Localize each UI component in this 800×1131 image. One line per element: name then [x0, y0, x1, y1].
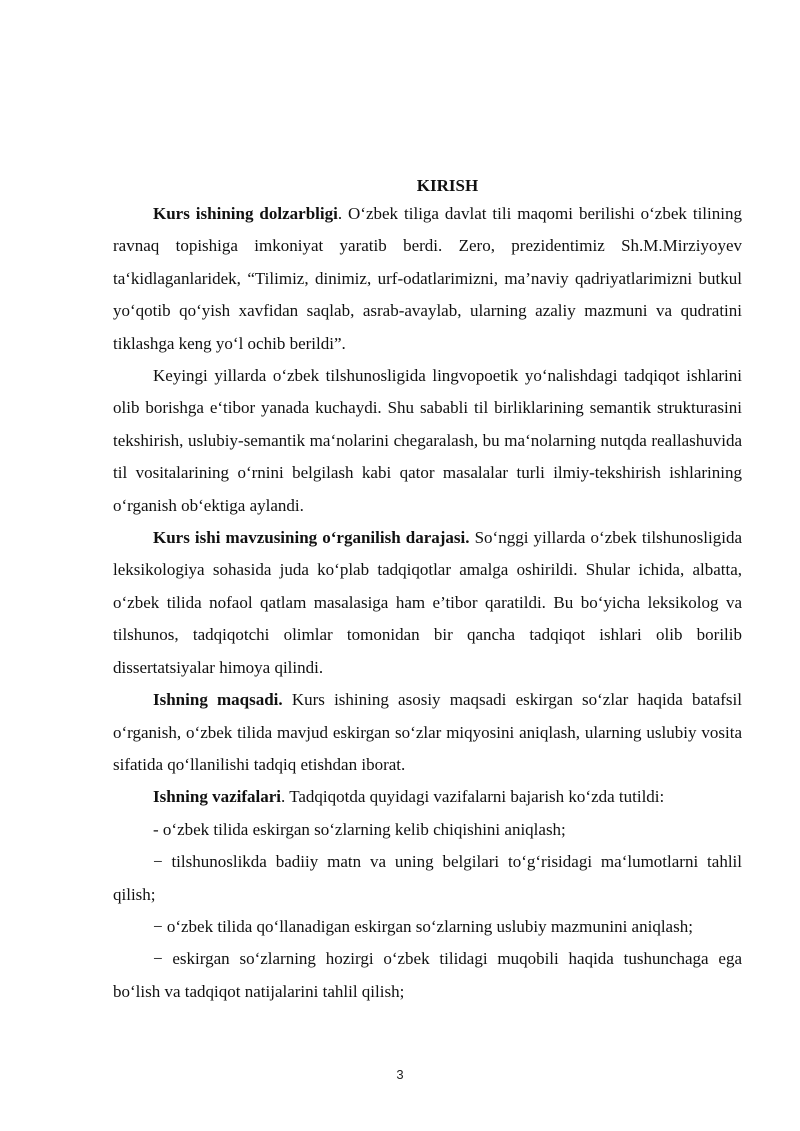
- paragraph-goal: [113, 684, 742, 781]
- paragraph-text: Kurs ishining asosiy maqsadi eskirgan so‘zlar haqida batafsil o‘rganish, o‘zbek tilida mavjud eskirgan so‘zlar miqyosini aniqlash, ularning uslubiy vosita sifatida qo‘llanilishi tadqiq etishdan iborat.: [113, 690, 742, 774]
- paragraph-study-level: [113, 522, 742, 684]
- paragraph-text: . O‘zbek tiliga davlat tili maqomi berilishi o‘zbek tilining ravnaq topishiga imkoniyat yaratib berdi. Zero, prezidentimiz Sh.M.Mirziyoyev ta‘kidlaganlaridek, “Tilimiz, dinimiz, urf-odatlarimizni, ma’naviy qadriyatlarimizni butkul yo‘qotib qo‘yish xavfidan saqlab, asrab-avaylab, ularning azaliy mazmuni va qudratini tiklashga keng yo‘l ochib berildi”.: [113, 204, 742, 353]
- task-item: − o‘zbek tilida qo‘llanadigan eskirgan so‘zlarning uslubiy mazmunini aniqlash;: [153, 916, 693, 936]
- section-heading: KIRISH: [416, 176, 479, 195]
- document-page: [113, 174, 742, 1008]
- task-item: − tilshunoslikda badiiy matn va uning belgilari to‘g‘risidagi ma‘lumotlarni tahlil qilish;: [113, 852, 742, 904]
- paragraph-lead: Ishning maqsadi.: [153, 690, 283, 710]
- task-item: - o‘zbek tilida eskirgan so‘zlarning kelib chiqishini aniqlash;: [153, 819, 566, 839]
- task-item: − eskirgan so‘zlarning hozirgi o‘zbek tilidagi muqobili haqida tushunchaga ega bo‘lish va tadqiqot natijalarini tahlil qilish;: [113, 949, 742, 1001]
- paragraph-lead: Ishning vazifalari: [153, 787, 281, 807]
- page-number: 3: [396, 1067, 404, 1082]
- paragraph-lead: Kurs ishining dolzarbligi: [153, 204, 338, 223]
- paragraph-relevance: [113, 198, 742, 360]
- paragraph-text: Keyingi yillarda o‘zbek tilshunosligida lingvopoetik yo‘nalishdagi tadqiqot ishlarini olib borishga e‘tibor yanada kuchaydi. Shu sababli til birliklarining semantik strukturasini tekshirish, uslubiy-semantik ma‘nolarini chegaralash, bu ma‘nolarning nutqda reallashuvida til vositalarining o‘rnini belgilash kabi qator masalalar turli ilmiy-tekshirish ishlarining o‘rganish ob‘ektiga aylandi.: [113, 366, 742, 515]
- paragraph-research-trend: [113, 360, 742, 522]
- paragraph-text: . Tadqiqotda quyidagi vazifalarni bajarish ko‘zda tutildi:: [281, 787, 665, 807]
- paragraph-lead: Kurs ishi mavzusining o‘rganilish darajasi.: [153, 528, 470, 548]
- paragraph-text: So‘nggi yillarda o‘zbek tilshunosligida leksikologiya sohasida juda ko‘plab tadqiqotlar amalga oshirildi. Shular ichida, albatta, o‘zbek tilida nofaol qatlam masalasiga ham e’tibor qaratildi. Bu bo‘yicha leksikolog va tilshunos, tadqiqotchi olimlar tomonidan bir qancha tadqiqot ishlari olib borilib dissertatsiyalar himoya qilindi.: [113, 528, 742, 677]
- paragraph-tasks-intro: [113, 781, 742, 813]
